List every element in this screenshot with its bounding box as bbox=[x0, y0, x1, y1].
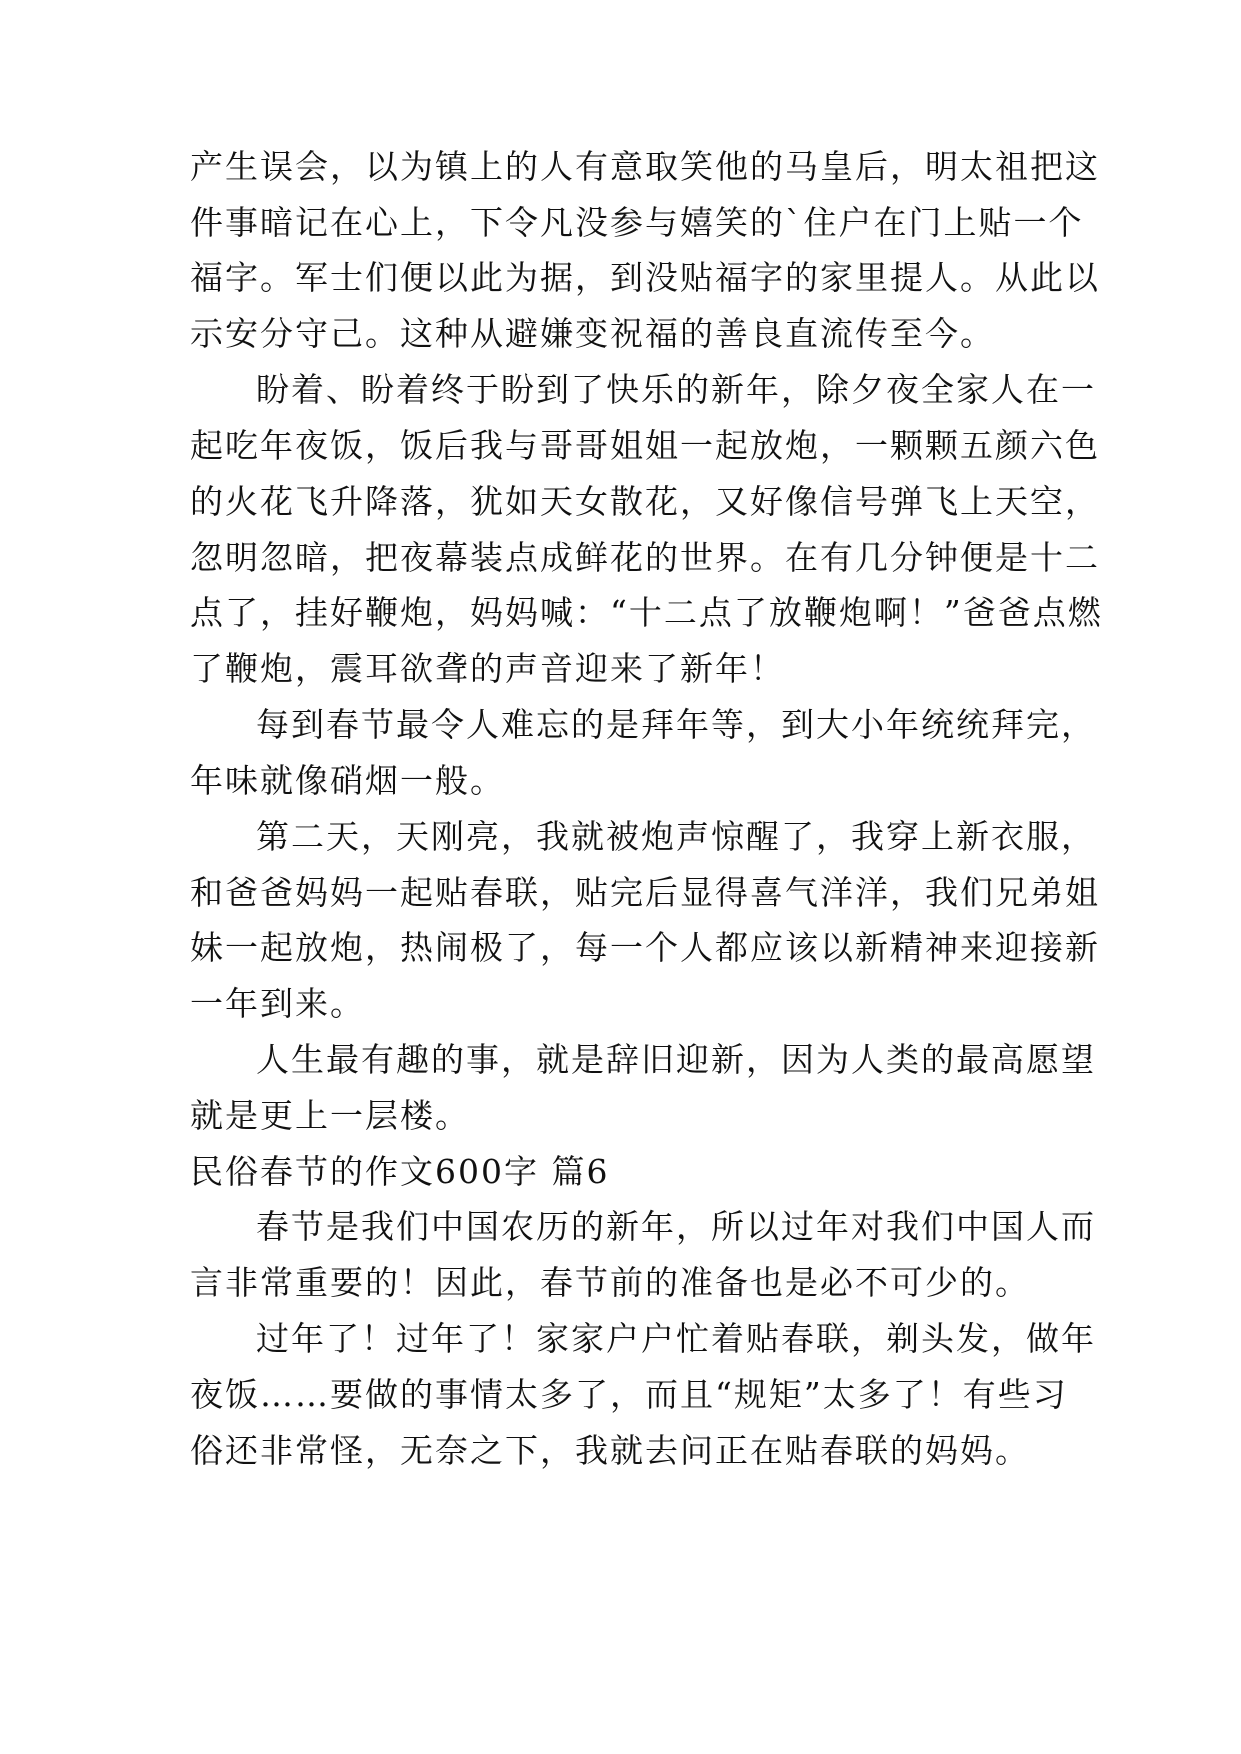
paragraph-first-line: 盼着、盼着终于盼到了快乐的新年，除夕夜全家人在一 bbox=[256, 370, 1096, 409]
text-line: 言非常重要的！因此，春节前的准备也是必不可少的。 bbox=[190, 1263, 1030, 1302]
paragraph-first-line: 每到春节最令人难忘的是拜年等，到大小年统统拜完， bbox=[256, 705, 1096, 744]
text-line: 起吃年夜饭，饭后我与哥哥姐姐一起放炮，一颗颗五颜六色 bbox=[190, 426, 1100, 465]
text-line: 忽明忽暗，把夜幕装点成鲜花的世界。在有几分钟便是十二 bbox=[190, 538, 1100, 577]
text-line: 妹一起放炮，热闹极了，每一个人都应该以新精神来迎接新 bbox=[190, 928, 1100, 967]
text-line: 福字。军士们便以此为据，到没贴福字的家里提人。从此以 bbox=[190, 258, 1100, 297]
paragraph-first-line: 过年了！过年了！家家户户忙着贴春联，剃头发，做年 bbox=[256, 1319, 1096, 1358]
text-line: 示安分守己。这种从避嫌变祝福的善良直流传至今。 bbox=[190, 314, 995, 353]
text-line: 件事暗记在心上，下令凡没参与嬉笑的`住户在门上贴一个 bbox=[190, 203, 1084, 242]
text-line: 一年到来。 bbox=[190, 984, 365, 1023]
section-heading: 民俗春节的作文600字 篇6 bbox=[190, 1152, 610, 1191]
text-line: 产生误会，以为镇上的人有意取笑他的马皇后，明太祖把这 bbox=[190, 147, 1100, 186]
text-line: 年味就像硝烟一般。 bbox=[190, 761, 505, 800]
text-line: 的火花飞升降落，犹如天女散花，又好像信号弹飞上天空， bbox=[190, 482, 1100, 521]
text-line: 点了，挂好鞭炮，妈妈喊：“十二点了放鞭炮啊！”爸爸点燃 bbox=[190, 593, 1103, 632]
text-line: 夜饭……要做的事情太多了，而且“规矩”太多了！有些习 bbox=[190, 1375, 1068, 1414]
text-line: 就是更上一层楼。 bbox=[190, 1096, 470, 1135]
text-line: 和爸爸妈妈一起贴春联，贴完后显得喜气洋洋，我们兄弟姐 bbox=[190, 873, 1100, 912]
paragraph-first-line: 春节是我们中国农历的新年，所以过年对我们中国人而 bbox=[256, 1207, 1096, 1246]
text-line: 俗还非常怪，无奈之下，我就去问正在贴春联的妈妈。 bbox=[190, 1431, 1030, 1470]
paragraph-first-line: 人生最有趣的事，就是辞旧迎新，因为人类的最高愿望 bbox=[256, 1040, 1096, 1079]
paragraph-first-line: 第二天，天刚亮，我就被炮声惊醒了，我穿上新衣服， bbox=[256, 817, 1096, 856]
text-line: 了鞭炮，震耳欲聋的声音迎来了新年！ bbox=[190, 649, 785, 688]
